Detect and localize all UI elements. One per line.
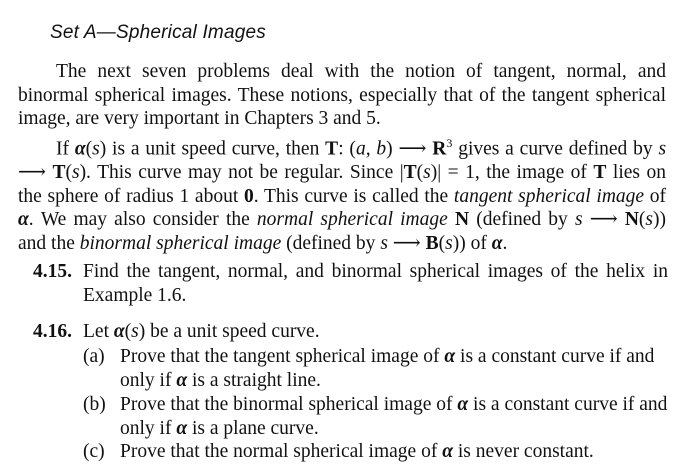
subitem-text [120, 440, 673, 464]
text-run: (defined by [281, 232, 381, 254]
alpha-symbol: α [176, 369, 188, 391]
math-var: s [380, 232, 388, 254]
text-run: ) be a unit speed curve. [138, 321, 320, 342]
text-run: )) of [452, 232, 492, 254]
text-run: lies on the sphere of radius 1 about [18, 162, 666, 207]
bold-symbol: T [403, 162, 417, 184]
subitem-text [120, 393, 673, 440]
math-var: s [658, 138, 667, 160]
text-run: ⟶ [582, 209, 625, 231]
text-run: Prove that the tangent spherical image of [120, 346, 445, 367]
text-run: ( [65, 162, 72, 184]
text-run: If [56, 138, 75, 160]
problem-text: Find the tangent, normal, and binormal spherical images of the helix in Example 1.6. [83, 261, 668, 306]
alpha-symbol: α [74, 138, 86, 160]
math-var: a, b [355, 138, 387, 160]
subitem-b [83, 393, 673, 440]
text-run: ( [124, 321, 132, 342]
text-run: of [644, 185, 667, 207]
superscript: 3 [446, 136, 453, 150]
intro-paragraph-2 [18, 132, 666, 255]
text-run: )) and the [18, 209, 666, 254]
text-run: gives a curve defined by [452, 138, 659, 160]
alpha-symbol: α [18, 209, 29, 231]
text-run: ( [85, 138, 93, 160]
text-run: : ( [338, 138, 356, 160]
text-run: ) ⟶ [386, 138, 433, 160]
text-run: is a plane curve. [187, 417, 319, 439]
term-italic: tangent spherical image [453, 185, 645, 207]
text-run: ) is a unit speed curve, then [99, 138, 326, 160]
section-heading: Set A—Spherical Images [50, 22, 266, 43]
text-run: ). This curve may not be regular. Since | [79, 162, 404, 184]
problem-number: 4.16. [33, 321, 72, 342]
text-run: Let [83, 321, 114, 342]
text-run: )| = 1, the image of [430, 162, 594, 184]
text-run: is a constant curve if and only if [120, 346, 655, 391]
math-var: s [71, 162, 80, 184]
text-run: is a constant curve if and only if [120, 394, 668, 439]
alpha-symbol: α [113, 321, 125, 342]
alpha-symbol: α [457, 394, 469, 415]
subitem-text [120, 345, 673, 392]
text-run: Prove that the binormal spherical image of [120, 394, 458, 415]
intro-paragraph-1: The next seven problems deal with the notion of tangent, normal, and binormal spherical images. These notions, especially that of the tangent spherical image, are very important in Chapters 3 and 5. [18, 61, 666, 130]
math-var: s [445, 232, 453, 254]
subitem-a [83, 345, 673, 392]
math-var: s [574, 209, 583, 231]
math-var: s [131, 321, 139, 342]
problem-number: 4.15. [33, 261, 72, 282]
text-run: ( [416, 162, 424, 184]
text-run: ⟶ [387, 232, 426, 254]
bold-symbol: N [624, 209, 639, 231]
bold-symbol: T [52, 162, 66, 184]
bold-symbol: 0 [243, 185, 254, 207]
text-run: ( [438, 232, 446, 254]
bold-symbol: T [593, 162, 607, 184]
alpha-symbol: α [176, 417, 188, 439]
text-run: . [502, 232, 508, 254]
problem-4-16 [33, 320, 668, 344]
alpha-symbol: α [442, 441, 453, 462]
subitem-c [83, 440, 673, 464]
subitem-label: (b) [83, 394, 106, 415]
text-run: is a straight line. [187, 369, 321, 391]
text-run: ( [638, 209, 646, 231]
subitem-label: (a) [83, 346, 105, 367]
text-run: . We may also consider the [28, 209, 257, 231]
term-italic: normal spherical image [256, 209, 448, 231]
math-var: s [423, 162, 431, 184]
text-run: (defined by [469, 209, 575, 231]
math-var: s [645, 209, 653, 231]
problem-4-15 [33, 260, 668, 307]
alpha-symbol: α [444, 346, 456, 367]
problem-text [83, 320, 668, 344]
text-run: ⟶ [18, 162, 53, 184]
subitem-label: (c) [83, 441, 105, 462]
bold-symbol: N [454, 209, 470, 231]
math-var: s [92, 138, 100, 160]
alpha-symbol: α [491, 232, 503, 254]
bold-symbol: T [325, 138, 339, 160]
text-run [448, 209, 455, 230]
term-italic: binormal spherical image [79, 232, 282, 254]
text-run: is never constant. [453, 441, 594, 462]
bold-symbol: B [425, 232, 439, 254]
text-run: Prove that the normal spherical image of [120, 441, 443, 462]
text-run: . This curve is called the [253, 185, 454, 207]
bold-symbol: R [432, 138, 447, 160]
